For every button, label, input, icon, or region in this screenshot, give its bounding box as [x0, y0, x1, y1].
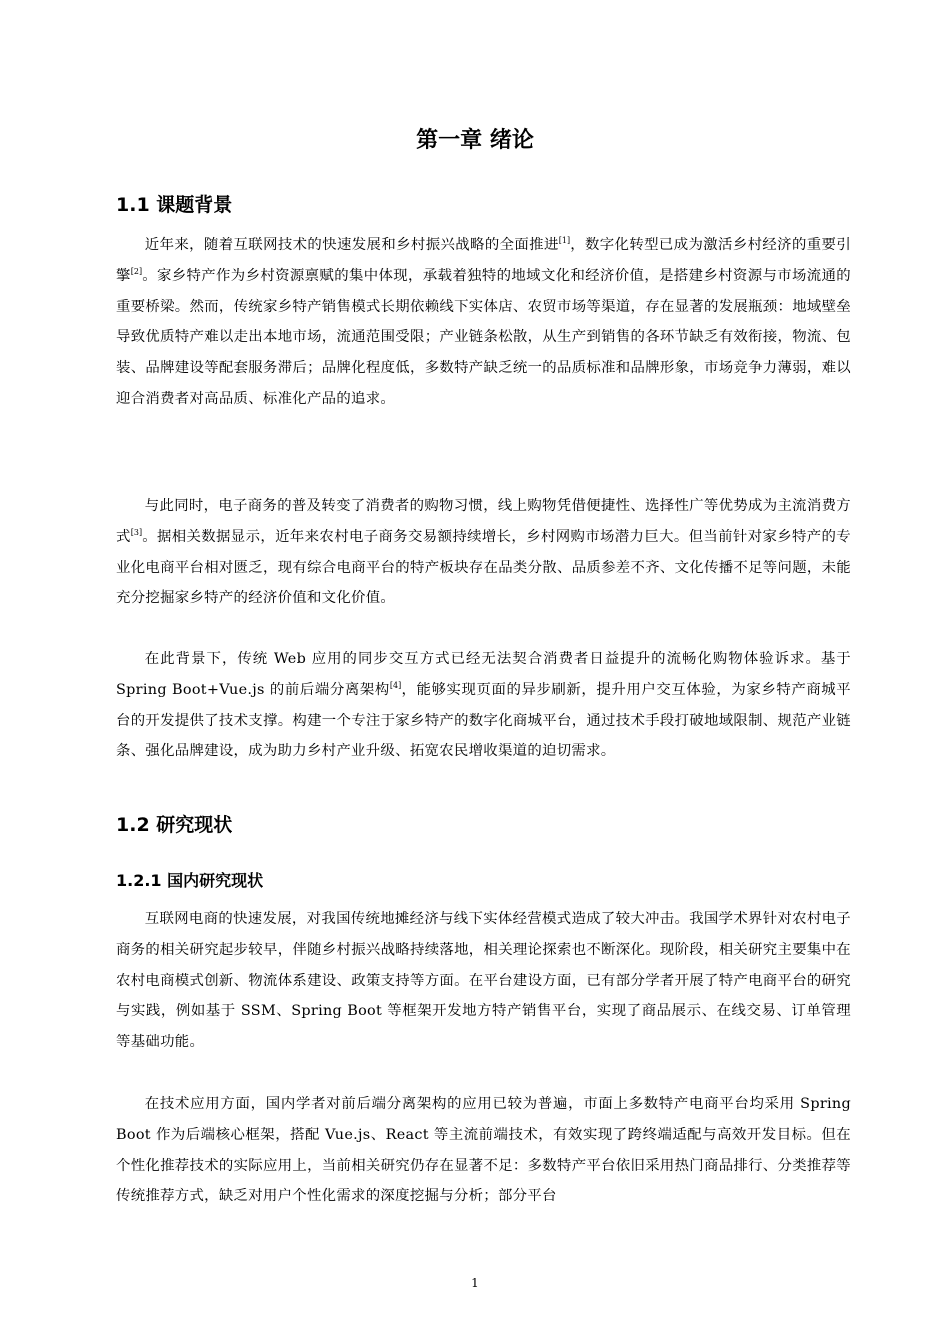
- paragraph-domestic-2: 在技术应用方面，国内学者对前后端分离架构的应用已较为普遍，市面上多数特产电商平台均采用 Spring Boot 作为后端核心框架，搭配 Vue.js、React 等主流前端技术，有效实现了跨终端适配与高效开发目标。但在个性化推荐技术的实际应用上，当前相关研究仍存在显著不足：多数特产平台依旧采用热门商品排行、分类推荐等传统推荐方式，缺乏对用户个性化需求的深度挖掘与分析；部分平台: [116, 1096, 851, 1205]
- section-heading-1-2: 1.2 研究现状: [116, 814, 233, 836]
- section-heading-1-1: 1.1 课题背景: [116, 194, 233, 216]
- page-number: 1: [471, 1276, 479, 1290]
- citation-ref: [1]: [558, 236, 571, 246]
- paragraph-background-3: 在此背景下，传统 Web 应用的同步交互方式已经无法契合消费者日益提升的流畅化购物体验诉求。基于 Spring Boot+Vue.js 的前后端分离架构[4]，能够实现页面的异步刷新，提升用户交互体验，为家乡特产商城平台的开发提供了技术支撑。构建一个专注于家乡特产的数字化商城平台，通过技术手段打破地域限制、规范产业链条、强化品牌建设，成为助力乡村产业升级、拓宽农民增收渠道的迫切需求。: [116, 651, 851, 760]
- paragraph-background-1: 近年来，随着互联网技术的快速发展和乡村振兴战略的全面推进[1]，数字化转型已成为激活乡村经济的重要引擎[2]。家乡特产作为乡村资源禀赋的集中体现，承载着独特的地域文化和经济价值，是搭建乡村资源与市场流通的重要桥梁。然而，传统家乡特产销售模式长期依赖线下实体店、农贸市场等渠道，存在显著的发展瓶颈：地域壁垒导致优质特产难以走出本地市场，流通范围受限；产业链条松散，从生产到销售的各环节缺乏有效衔接，物流、包装、品牌建设等配套服务滞后；品牌化程度低，多数特产缺乏统一的品质标准和品牌形象，市场竞争力薄弱，难以迎合消费者对高品质、标准化产品的追求。: [116, 236, 852, 407]
- citation-ref: [4]: [389, 681, 402, 690]
- chapter-title: 第一章 绪论: [416, 128, 534, 153]
- subsection-heading-1-2-1: 1.2.1 国内研究现状: [116, 871, 264, 890]
- citation-ref: [2]: [130, 267, 143, 276]
- paragraph-background-2: 与此同时，电子商务的普及转变了消费者的购物习惯，线上购物凭借便捷性、选择性广等优势成为主流消费方式[3]。据相关数据显示，近年来农村电子商务交易额持续增长，乡村网购市场潜力巨大。但当前针对家乡特产的专业化电商平台相对匮乏，现有综合电商平台的特产板块存在品类分散、品质参差不齐、文化传播不足等问题，未能充分挖掘家乡特产的经济价值和文化价值。: [116, 498, 851, 607]
- citation-ref: [3]: [130, 528, 143, 537]
- paragraph-domestic-1: 互联网电商的快速发展，对我国传统地摊经济与线下实体经营模式造成了较大冲击。我国学术界针对农村电子商务的相关研究起步较早，伴随乡村振兴战略持续落地，相关理论探索也不断深化。现阶段，相关研究主要集中在农村电商模式创新、物流体系建设、政策支持等方面。在平台建设方面，已有部分学者开展了特产电商平台的研究与实践，例如基于 SSM、Spring Boot 等框架开发地方特产销售平台，实现了商品展示、在线交易、订单管理等基础功能。: [116, 911, 851, 1051]
